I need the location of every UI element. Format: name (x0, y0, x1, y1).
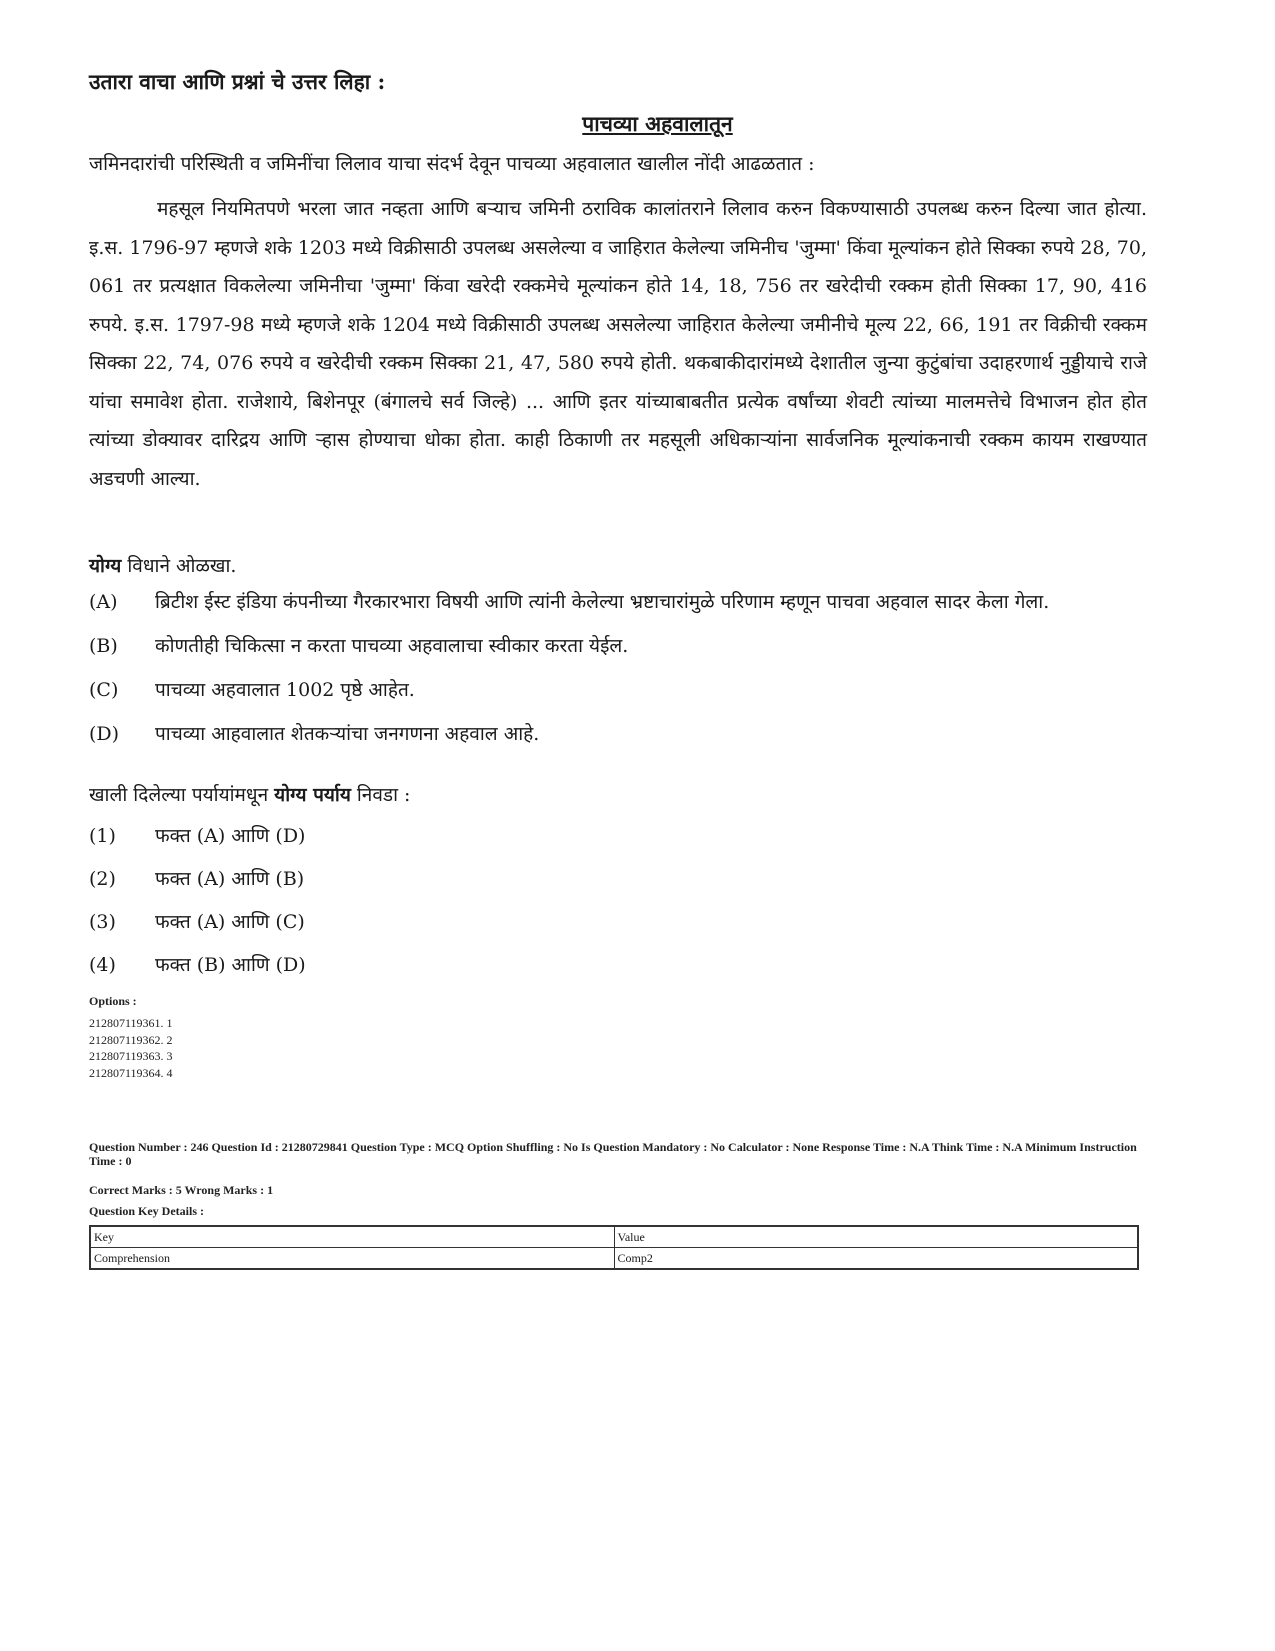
statement-marker: (D) (89, 723, 120, 745)
answer-option-4[interactable] (89, 945, 306, 988)
table-header-cell: Value (614, 1226, 1138, 1248)
choose-pre: खाली दिलेल्या पर्यायांमधून (89, 784, 275, 806)
option-marker: (4) (89, 954, 116, 976)
table-row (90, 1248, 1138, 1270)
option-marker: (2) (89, 868, 116, 890)
statement-d (89, 715, 1149, 753)
table-header-cell: Key (90, 1226, 614, 1248)
statement-text: पाचव्या अहवालात 1002 पृष्ठे आहेत. (155, 679, 415, 701)
answer-option-2[interactable] (89, 859, 306, 902)
key-details-label: Question Key Details : (89, 1204, 204, 1218)
question-info: Question Number : 246 Question Id : 21280729841 Question Type : MCQ Option Shuffling : No Is Question Mandatory : No Calculator : None Response Time : N.A Think Time : N.A Minimum Instruction Time : 0 (89, 1140, 1137, 1168)
choose-instruction (89, 781, 410, 807)
option-code: 212807119363. 3 (89, 1049, 173, 1063)
option-marker: (3) (89, 911, 116, 933)
passage-title: पाचव्या अहवालातून (582, 111, 733, 136)
statement-b (89, 627, 1149, 665)
option-code: 212807119364. 4 (89, 1065, 173, 1080)
statement-list (89, 583, 1149, 759)
statement-text: पाचव्या आहवालात शेतकऱ्यांचा जनगणना अहवाल आहे. (155, 723, 540, 745)
statement-text: कोणतीही चिकित्सा न करता पाचव्या अहवालाचा स्वीकार करता येईल. (155, 635, 629, 657)
option-text: फक्त (A) आणि (C) (155, 911, 305, 933)
option-code: 212807119361. 1 (89, 1016, 173, 1030)
table-cell: Comprehension (90, 1248, 614, 1270)
option-text: फक्त (B) आणि (D) (155, 954, 306, 976)
statement-marker: (B) (89, 635, 118, 657)
answer-options (89, 816, 306, 988)
answer-option-3[interactable] (89, 902, 306, 945)
question-prompt (89, 552, 236, 578)
choose-post: निवडा : (350, 784, 411, 806)
statement-a (89, 583, 1149, 621)
option-text: फक्त (A) आणि (B) (155, 868, 305, 890)
question-bold: योग्य (89, 555, 122, 577)
marks-info: Correct Marks : 5 Wrong Marks : 1 (89, 1183, 274, 1197)
table-header-row (90, 1226, 1138, 1248)
option-text: फक्त (A) आणि (D) (155, 825, 306, 847)
table-cell: Comp2 (614, 1248, 1138, 1270)
instruction-heading: उतारा वाचा आणि प्रश्नां चे उत्तर लिहा : (89, 69, 386, 94)
key-table (89, 1225, 1139, 1270)
option-code: 212807119362. 2 (89, 1032, 173, 1047)
statement-c (89, 671, 1149, 709)
option-codes (89, 1015, 173, 1081)
statement-marker: (C) (89, 679, 119, 701)
passage-intro: जमिनदारांची परिस्थिती व जमिनींचा लिलाव याचा संदर्भ देवून पाचव्या अहवालात खालील नोंदी आढळतात : (89, 153, 815, 175)
answer-option-1[interactable] (89, 816, 306, 859)
passage-text: महसूल नियमितपणे भरला जात नव्हता आणि बऱ्याच जमिनी ठराविक कालांतराने लिलाव करुन विकण्यासाठी उपलब्ध करुन दिल्या जात होत्या. इ.स. 1796-97 म्हणजे शके 1203 मध्ये विक्रीसाठी उपलब्ध असलेल्या व जाहिरात केलेल्या जमिनीच 'जुम्मा' किंवा मूल्यांकन होते सिक्का रुपये 28, 70, 061 तर प्रत्यक्षात विकलेल्या जमिनीचा 'जुम्मा' किंवा खरेदी रक्कमेचे मूल्यांकन होते 14, 18, 756 तर खरेदीची रक्कम होती सिक्का 17, 90, 416 रुपये. इ.स. 1797-98 मध्ये म्हणजे शके 1204 मध्ये विक्रीसाठी उपलब्ध असलेल्या जाहिरात केलेल्या जमीनीचे मूल्य 22, 66, 191 तर विक्रीची रक्कम सिक्का 22, 74, 076 रुपये व खरेदीची रक्कम सिक्का 21, 47, 580 रुपये होती. थकबाकीदारांमध्ये देशातील जुन्या कुटुंबांचा उदाहरणार्थ नुड्डीयाचे राजे यांचा समावेश होता. राजेशाये, बिशेनपूर (बंगालचे सर्व जिल्हे) ... आणि इतर यांच्याबाबतीत प्रत्येक वर्षांच्या शेवटी त्यांच्या मालमत्तेचे विभाजन होत होत त्यांच्या डोक्यावर दारिद्रय आणि ऱ्हास होण्याचा धोका होता. काही ठिकाणी तर महसूली अधिकाऱ्यांना सार्वजनिक मूल्यांकनाची रक्कम कायम राखण्यात अडचणी आल्या. (89, 198, 1147, 490)
option-marker: (1) (89, 825, 116, 847)
statement-text: ब्रिटीश ईस्ट इंडिया कंपनीच्या गैरकारभारा विषयी आणि त्यांनी केलेल्या भ्रष्टाचारांमुळे परिणाम म्हणून पाचवा अहवाल सादर केला गेला. (155, 591, 1050, 613)
statement-marker: (A) (89, 591, 118, 613)
choose-bold: योग्य पर्याय (274, 784, 351, 806)
options-label: Options : (89, 994, 137, 1008)
question-rest: विधाने ओळखा. (121, 555, 237, 577)
